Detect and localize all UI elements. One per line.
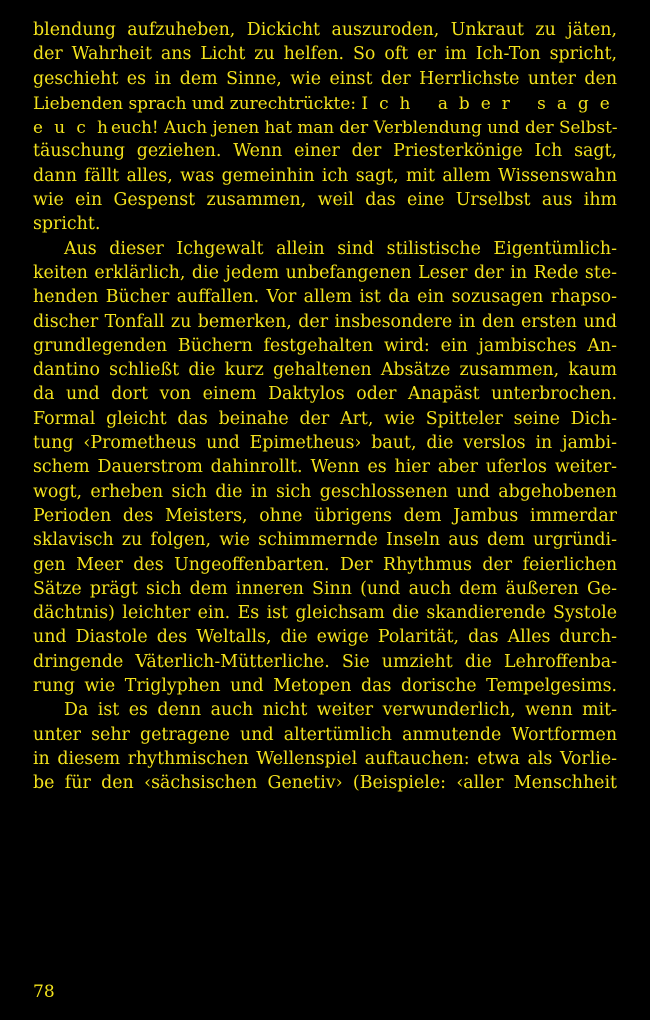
spaced-quote: Ich aber sage [361, 92, 621, 113]
text-line-with-spaced-word [33, 115, 617, 139]
text-line: spricht. [33, 214, 101, 235]
text-line: da und dort von einem Daktylos oder Anapäst unterbrochen. [33, 384, 617, 405]
page-number: 78 [33, 982, 55, 1002]
text-line: Liebenden sprach und zurechtrückte: [33, 92, 357, 113]
text-line: dann fällt alles, was gemeinhin ich sagt, mit allem Wissenswahn [33, 165, 618, 186]
text-line: Da ist es denn auch nicht weiter verwunderlich, wenn mit- [64, 700, 618, 721]
text-line: keiten erklärlich, die jedem unbefangenen Leser der in Rede ste- [33, 262, 617, 283]
paragraph-3 [33, 698, 617, 795]
text-line: Aus dieser Ichgewalt allein sind stilistische Eigentümlich- [64, 238, 617, 259]
text-line: sklavisch zu folgen, wie schimmernde Inseln aus dem urgründi- [33, 530, 617, 551]
text-line: in diesem rhythmischen Wellenspiel auftauchen: etwa als Vorlie- [33, 748, 617, 769]
paragraph-1 [33, 18, 621, 237]
text-line: henden Bücher auffallen. Vor allem ist da ein sozusagen rhapso- [33, 287, 617, 308]
text-line: der Wahrheit ans Licht zu helfen. So oft er im Ich-Ton spricht, [33, 44, 617, 65]
text-line: euch! Auch jenen hat man der Verblendung und der Selbst- [110, 117, 618, 138]
text-line: Perioden des Meisters, ohne übrigens dem Jambus immerdar [33, 505, 617, 526]
text-line: dächtnis) leichter ein. Es ist gleichsam die skandierende Systole [33, 603, 618, 624]
text-line: tung ‹Prometheus und Epimetheus› baut, die verslos in jambi- [33, 433, 617, 454]
text-line: gen Meer des Ungeoffenbarten. Der Rhythmus der feierlichen [33, 554, 618, 575]
text-line: discher Tonfall zu bemerken, der insbesondere in den ersten und [33, 311, 617, 332]
text-line-with-spaced-quote [33, 91, 621, 115]
text-line: be für den ‹sächsischen Genetiv› (Beispiele: ‹aller Menschheit [33, 773, 617, 794]
text-line: grundlegenden Büchern festgehalten wird: ein jambisches An- [33, 335, 617, 356]
text-line: wie ein Gespenst zusammen, weil das eine Urselbst aus ihm [33, 190, 618, 211]
page-body [33, 18, 621, 796]
text-line: geschieht es in dem Sinne, wie einst der Herrlichste unter den [33, 68, 618, 89]
text-line: rung wie Triglyphen und Metopen das dorische Tempelgesims. [33, 676, 618, 697]
text-line: wogt, erheben sich die in sich geschlossenen und abgehobenen [33, 481, 617, 502]
text-line: täuschung geziehen. Wenn einer der Priesterkönige Ich sagt, [33, 141, 618, 162]
text-line: dantino schließt die kurz gehaltenen Absätze zusammen, kaum [33, 360, 618, 381]
text-line: dringende Väterlich-Mütterliche. Sie umzieht die Lehroffenba- [33, 651, 617, 672]
paragraph-2 [33, 237, 617, 699]
text-line: und Diastole des Weltalls, die ewige Polarität, das Alles durch- [33, 627, 618, 648]
text-line: blendung aufzuheben, Dickicht auszuroden, Unkraut zu jäten, [33, 20, 618, 40]
text-line: schem Dauerstrom dahinrollt. Wenn es hier aber uferlos weiter- [33, 457, 618, 478]
text-line: Formal gleicht das beinahe der Art, wie Spitteler seine Dich- [33, 408, 617, 429]
text-line: unter sehr getragene und altertümlich anmutende Wortformen [33, 724, 618, 745]
text-line: Sätze prägt sich dem inneren Sinn (und auch dem äußeren Ge- [33, 578, 617, 599]
spaced-word: e u c h [33, 117, 111, 138]
